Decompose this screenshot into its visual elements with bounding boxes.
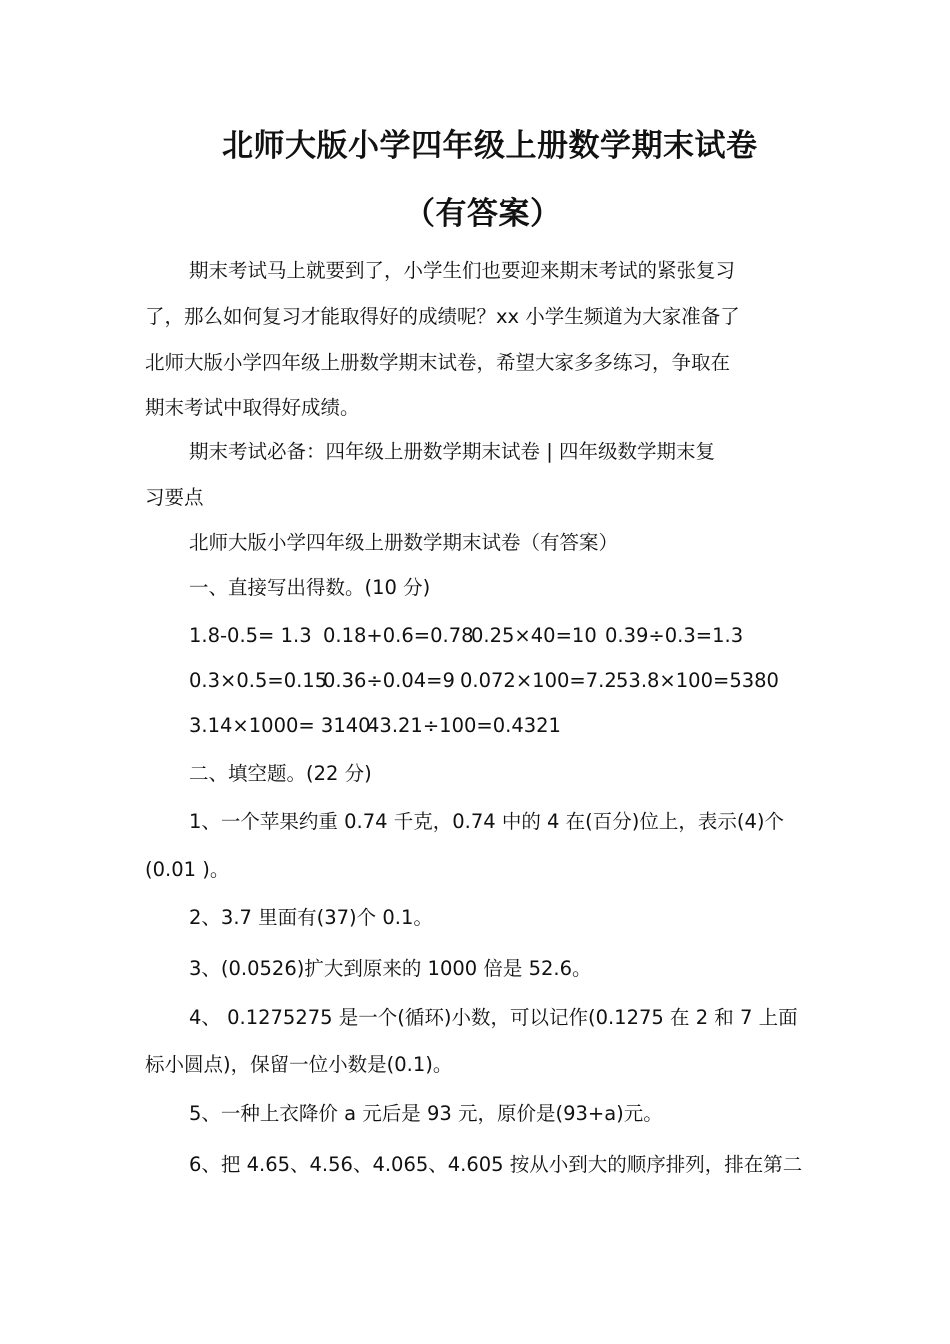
section-1-heading: 一、直接写出得数。(10 分) — [189, 576, 431, 599]
arithmetic-row-2 — [189, 666, 779, 696]
intro-line-4: 期末考试中取得好成绩。 — [145, 396, 360, 419]
exam-subtitle: 北师大版小学四年级上册数学期末试卷（有答案） — [189, 531, 619, 554]
question-5: 5、一种上衣降价 a 元后是 93 元，原价是(93+a)元。 — [189, 1102, 663, 1125]
intro-line-1: 期末考试马上就要到了，小学生们也要迎来期末考试的紧张复习 — [189, 259, 736, 282]
question-1-line-1: 1、一个苹果约重 0.74 千克，0.74 中的 4 在(百分)位上，表示(4)个 — [189, 810, 784, 833]
question-3: 3、(0.0526)扩大到原来的 1000 倍是 52.6。 — [189, 957, 592, 980]
arithmetic-item: 0.39÷0.3=1.3 — [605, 624, 744, 647]
arithmetic-item: 0.25×40=10 — [471, 624, 597, 647]
question-2: 2、3.7 里面有(37)个 0.1。 — [189, 906, 433, 929]
document-title-suffix: （有答案） — [404, 196, 562, 232]
prep-line-1: 期末考试必备：四年级上册数学期末试卷 | 四年级数学期末复 — [189, 440, 715, 463]
arithmetic-item: 53.8×100=5380 — [616, 669, 779, 692]
arithmetic-item: 1.8-0.5= 1.3 — [189, 624, 312, 647]
arithmetic-row-3 — [189, 711, 561, 741]
question-4-line-1: 4、 0.1275275 是一个(循环)小数，可以记作(0.1275 在 2 和 7 上面 — [189, 1006, 798, 1029]
arithmetic-item: 43.21÷100=0.4321 — [367, 714, 561, 737]
arithmetic-item: 0.3×0.5=0.15 — [189, 669, 328, 692]
arithmetic-item: 0.18+0.6=0.78 — [323, 624, 474, 647]
question-6-line-1: 6、把 4.65、4.56、4.065、4.605 按从小到大的顺序排列，排在第二 — [189, 1153, 803, 1176]
prep-line-2: 习要点 — [145, 486, 204, 509]
intro-line-2: 了，那么如何复习才能取得好的成绩呢？xx 小学生频道为大家准备了 — [145, 305, 740, 328]
arithmetic-item: 0.072×100=7.2 — [460, 669, 617, 692]
arithmetic-row-1 — [189, 621, 743, 651]
document-title: 北师大版小学四年级上册数学期末试卷 — [222, 128, 758, 164]
question-4-line-2: 标小圆点)，保留一位小数是(0.1)。 — [145, 1053, 453, 1076]
question-1-line-2: (0.01 )。 — [145, 858, 230, 881]
arithmetic-item: 0.36÷0.04=9 — [323, 669, 455, 692]
section-2-heading: 二、填空题。(22 分) — [189, 762, 372, 785]
arithmetic-item: 3.14×1000= 3140 — [189, 714, 371, 737]
intro-line-3: 北师大版小学四年级上册数学期末试卷，希望大家多多练习，争取在 — [145, 351, 731, 374]
